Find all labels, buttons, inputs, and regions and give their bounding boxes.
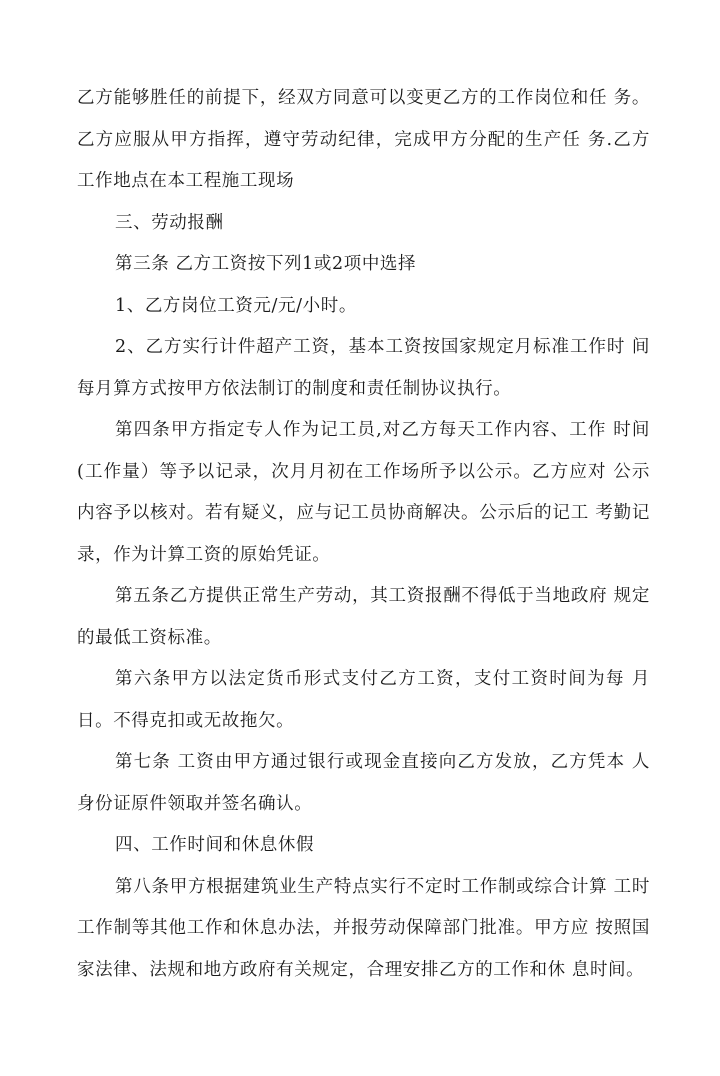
- article-8: 第八条甲方根据建筑业生产特点实行不定时工作制或综合计算 工时工作制等其他工作和休息办法，并报劳动保障部门批准。甲方应 按照国家法律、法规和地方政府有关规定，合理安排乙方的工作和休 息时间。: [77, 876, 650, 980]
- article-3-item-2: 2、乙方实行计件超产工资，基本工资按国家规定月标准工作时 间每月算方式按甲方依法制订的制度和责任制协议执行。: [77, 337, 650, 399]
- article-3-item-1: 1、乙方岗位工资元/元/小时。: [115, 295, 357, 316]
- paragraph-continuation: 乙方能够胜任的前提下，经双方同意可以变更乙方的工作岗位和任 务。乙方应服从甲方指挥，遵守劳动纪律，完成甲方分配的生产任 务.乙方工作地点在本工程施工现场: [77, 88, 650, 191]
- section-heading-working-hours: 四、工作时间和休息休假: [115, 835, 315, 855]
- article-4: 第四条甲方指定专人作为记工员,对乙方每天工作内容、工作 时间(工作量）等予以记录，次月月初在工作场所予以公示。乙方应对 公示内容予以核对。若有疑义，应与记工员协商解决。公示后的记工 考勤记录，作为计算工资的原始凭证。: [77, 420, 650, 565]
- article-6: 第六条甲方以法定货币形式支付乙方工资，支付工资时间为每 月 日。不得克扣或无故拖欠。: [77, 669, 650, 731]
- article-7: 第七条 工资由甲方通过银行或现金直接向乙方发放，乙方凭本 人身份证原件领取并签名确认。: [77, 752, 650, 814]
- section-heading-remuneration: 三、劳动报酬: [115, 212, 224, 233]
- article-5: 第五条乙方提供正常生产劳动，其工资报酬不得低于当地政府 规定的最低工资标准。: [77, 586, 650, 648]
- article-3: 第三条 乙方工资按下列1或2项中选择: [115, 254, 417, 274]
